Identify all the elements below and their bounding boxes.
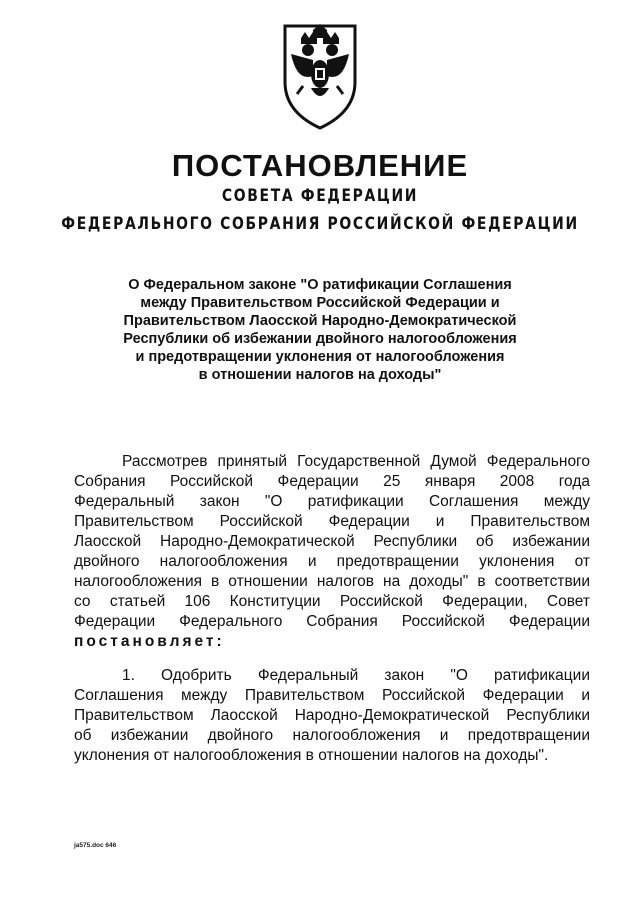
resolution-keyword: постановляет: xyxy=(74,633,225,650)
page-title: ПОСТАНОВЛЕНИЕ xyxy=(171,148,469,183)
paragraph-line: уклонения от налогообложения в отношении налогов на доходы". xyxy=(74,747,549,764)
document-title xyxy=(90,276,550,384)
page-subtitle-line1: СОВЕТА ФЕДЕРАЦИИ xyxy=(221,186,419,206)
document-title-line: в отношении налогов на доходы" xyxy=(198,367,442,383)
paragraph-line: двойного налогообложения и предотвращении уклонения от xyxy=(74,553,590,570)
document-title-line: О Федеральном законе "О ратификации Соглашения xyxy=(128,277,512,293)
paragraph-line: Лаосской Народно-Демократической Республики об избежании xyxy=(74,533,590,550)
paragraph-line: 1. Одобрить Федеральный закон "О ратификации xyxy=(122,667,590,684)
paragraph-line: со статьей 106 Конституции Российской Федерации, Совет xyxy=(74,593,590,610)
paragraph-line: Рассмотрев принятый Государственной Думой Федерального xyxy=(122,453,590,470)
paragraph-line: Федерации Федерального Собрания Российской Федерации xyxy=(74,613,590,630)
body-paragraph-1 xyxy=(74,452,590,652)
paragraph-line: об избежании двойного налогообложения и предотвращении xyxy=(74,727,590,744)
paragraph-line: Правительством Лаосской Народно-Демократической Республики xyxy=(74,707,590,724)
file-reference: ja575.doc 646 xyxy=(74,842,117,849)
paragraph-line: Соглашения между Правительством Российской Федерации и xyxy=(74,687,590,704)
coat-of-arms-icon xyxy=(279,20,361,132)
paragraph-line: налогообложения в отношении налогов на доходы" в соответствии xyxy=(74,573,590,590)
paragraph-line: Правительством Российской Федерации и Правительством xyxy=(74,513,590,530)
document-title-line: и предотвращении уклонения от налогообложения xyxy=(135,349,505,365)
paragraph-line: Собрания Российской Федерации 25 января 2008 года xyxy=(74,473,590,490)
body-paragraph-2 xyxy=(74,666,590,766)
document-title-line: между Правительством Российской Федерации и xyxy=(140,295,500,311)
document-title-line: Республики об избежании двойного налогообложения xyxy=(123,331,517,347)
page-subtitle-line2: ФЕДЕРАЛЬНОГО СОБРАНИЯ РОССИЙСКОЙ ФЕДЕРАЦИИ xyxy=(61,214,579,234)
document-title-line: Правительством Лаосской Народно-Демократической xyxy=(123,313,517,329)
paragraph-line: Федеральный закон "О ратификации Соглашения между xyxy=(74,493,590,510)
